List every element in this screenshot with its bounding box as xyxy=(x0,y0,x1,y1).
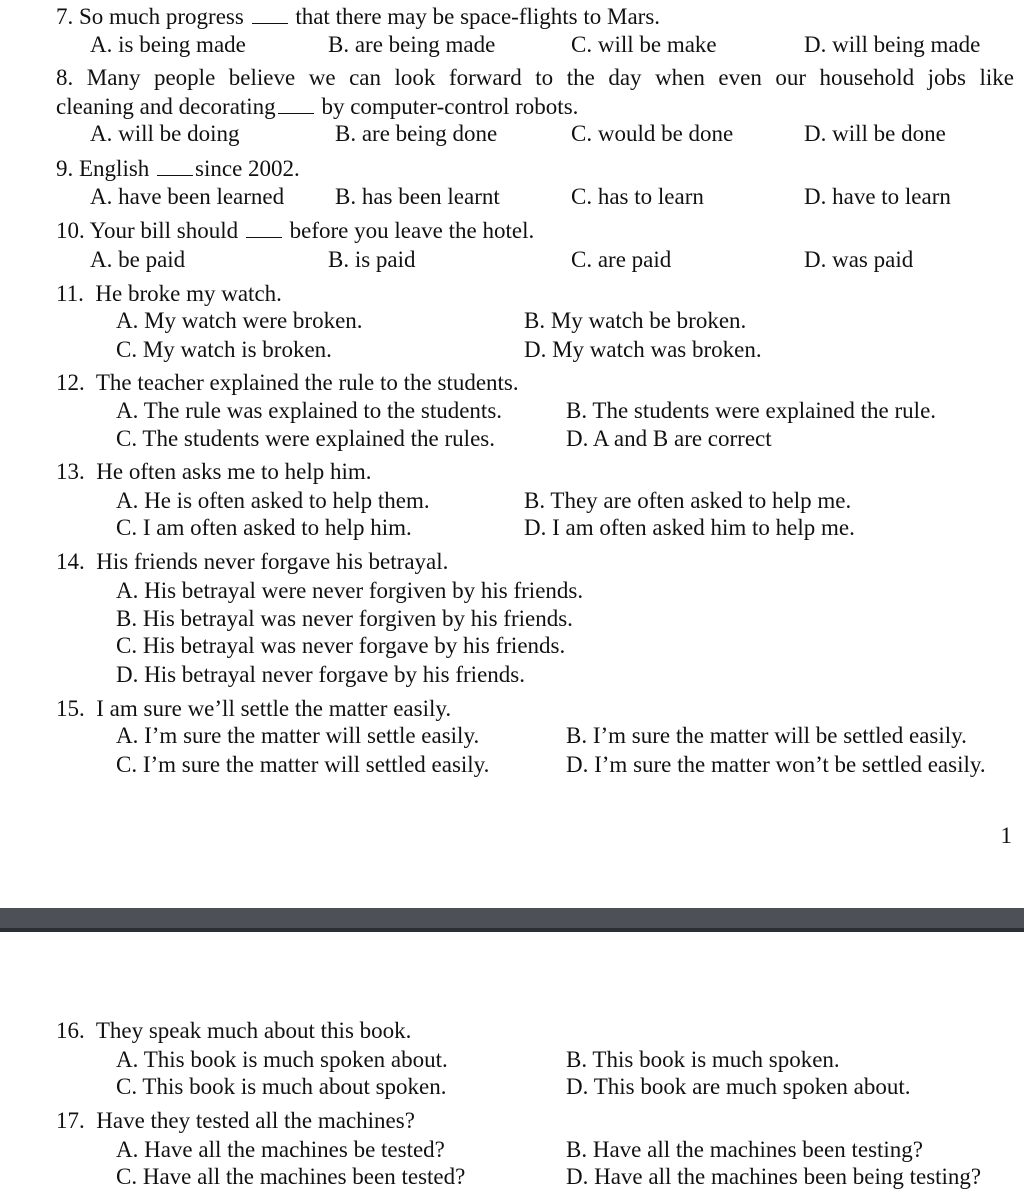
q12-option-c: C. The students were explained the rules. xyxy=(116,426,495,451)
q12-option-a: A. The rule was explained to the students. xyxy=(116,398,503,423)
q10-option-c: C. are paid xyxy=(571,247,672,272)
q15-option-c: C. I’m sure the matter will settled easily. xyxy=(116,752,490,777)
question-number: 17. xyxy=(56,1108,85,1133)
question-12-stem xyxy=(56,369,519,397)
stem-text: He broke my watch. xyxy=(95,281,282,306)
q15-option-a: A. I’m sure the matter will settle easily. xyxy=(116,723,480,748)
question-8-stem-line1 xyxy=(56,64,1014,92)
q13-option-b: B. They are often asked to help me. xyxy=(524,488,852,513)
q8-option-b: B. are being done xyxy=(335,121,498,146)
answer-blank xyxy=(157,173,193,176)
stem-text: He often asks me to help him. xyxy=(96,459,372,484)
stem-text: since 2002. xyxy=(195,156,300,181)
q9-option-d: D. have to learn xyxy=(804,184,951,209)
question-number: 9. xyxy=(56,156,74,181)
q14-option-c: C. His betrayal was never forgave by his friends. xyxy=(116,633,566,658)
question-number: 8. xyxy=(56,65,74,90)
q13-option-a: A. He is often asked to help them. xyxy=(116,488,430,513)
q16-option-a: A. This book is much spoken about. xyxy=(116,1047,448,1072)
q11-option-b: B. My watch be broken. xyxy=(524,308,747,333)
q11-option-c: C. My watch is broken. xyxy=(116,337,332,362)
stem-text: They speak much about this book. xyxy=(95,1018,412,1043)
q13-option-d: D. I am often asked him to help me. xyxy=(524,515,855,540)
question-7-stem xyxy=(56,3,660,31)
stem-text: I am sure we’ll settle the matter easily. xyxy=(96,696,452,721)
q11-option-d: D. My watch was broken. xyxy=(524,337,762,362)
stem-text: before you leave the hotel. xyxy=(289,218,535,243)
answer-blank xyxy=(252,21,288,24)
stem-text: English xyxy=(79,156,150,181)
answer-blank xyxy=(278,111,314,114)
question-number: 7. xyxy=(56,4,74,29)
question-10-stem xyxy=(56,217,534,245)
question-number: 10. xyxy=(56,218,85,243)
q13-option-c: C. I am often asked to help him. xyxy=(116,515,412,540)
page-number: 1 xyxy=(1000,823,1012,848)
question-number: 11. xyxy=(56,281,84,306)
q12-option-b: B. The students were explained the rule. xyxy=(566,398,937,423)
q7-option-c: C. will be make xyxy=(571,32,717,57)
stem-text: His friends never forgave his betrayal. xyxy=(96,549,449,574)
q14-option-d: D. His betrayal never forgave by his friends. xyxy=(116,662,525,687)
q12-option-d: D. A and B are correct xyxy=(566,426,772,451)
question-15-stem xyxy=(56,695,451,723)
question-number: 14. xyxy=(56,549,85,574)
stem-text: So much progress xyxy=(79,4,244,29)
q10-option-b: B. is paid xyxy=(328,247,416,272)
q7-option-b: B. are being made xyxy=(328,32,496,57)
q8-option-c: C. would be done xyxy=(571,121,734,146)
question-number: 15. xyxy=(56,696,85,721)
q7-option-a: A. is being made xyxy=(90,32,246,57)
q14-option-a: A. His betrayal were never forgiven by his friends. xyxy=(116,578,584,603)
q8-option-a: A. will be doing xyxy=(90,121,240,146)
stem-text: Your bill should xyxy=(89,218,239,243)
q16-option-b: B. This book is much spoken. xyxy=(566,1047,840,1072)
q17-option-d: D. Have all the machines been being testing? xyxy=(566,1164,982,1189)
q15-option-b: B. I’m sure the matter will be settled easily. xyxy=(566,723,967,748)
stem-text: by computer-control robots. xyxy=(321,94,579,119)
question-17-stem xyxy=(56,1107,415,1135)
question-number: 13. xyxy=(56,459,85,484)
question-16-stem xyxy=(56,1017,411,1045)
q16-option-d: D. This book are much spoken about. xyxy=(566,1074,911,1099)
q15-option-d: D. I’m sure the matter won’t be settled easily. xyxy=(566,752,986,777)
stem-text: that there may be space-flights to Mars. xyxy=(295,4,661,29)
question-11-stem xyxy=(56,280,282,308)
question-14-stem xyxy=(56,548,448,576)
q17-option-c: C. Have all the machines been tested? xyxy=(116,1164,466,1189)
q17-option-a: A. Have all the machines be tested? xyxy=(116,1137,445,1162)
question-13-stem xyxy=(56,458,372,486)
q7-option-d: D. will being made xyxy=(804,32,981,57)
question-number: 16. xyxy=(56,1018,85,1043)
q8-option-d: D. will be done xyxy=(804,121,946,146)
q9-option-b: B. has been learnt xyxy=(335,184,500,209)
question-9-stem xyxy=(56,155,300,183)
q10-option-d: D. was paid xyxy=(804,247,914,272)
question-8-stem-line2 xyxy=(56,93,578,121)
question-number: 12. xyxy=(56,370,85,395)
q9-option-c: C. has to learn xyxy=(571,184,704,209)
q10-option-a: A. be paid xyxy=(90,247,186,272)
stem-text: cleaning and decorating xyxy=(56,94,276,119)
q14-option-b: B. His betrayal was never forgiven by his friends. xyxy=(116,606,573,631)
stem-text: Many people believe we can look forward to the day when even our household jobs like xyxy=(86,65,1014,90)
q11-option-a: A. My watch were broken. xyxy=(116,308,363,333)
q16-option-c: C. This book is much about spoken. xyxy=(116,1074,447,1099)
q17-option-b: B. Have all the machines been testing? xyxy=(566,1137,924,1162)
q9-option-a: A. have been learned xyxy=(90,184,285,209)
stem-text: The teacher explained the rule to the students. xyxy=(95,370,519,395)
page-separator xyxy=(0,908,1024,932)
answer-blank xyxy=(246,235,282,238)
stem-text: Have they tested all the machines? xyxy=(96,1108,415,1133)
